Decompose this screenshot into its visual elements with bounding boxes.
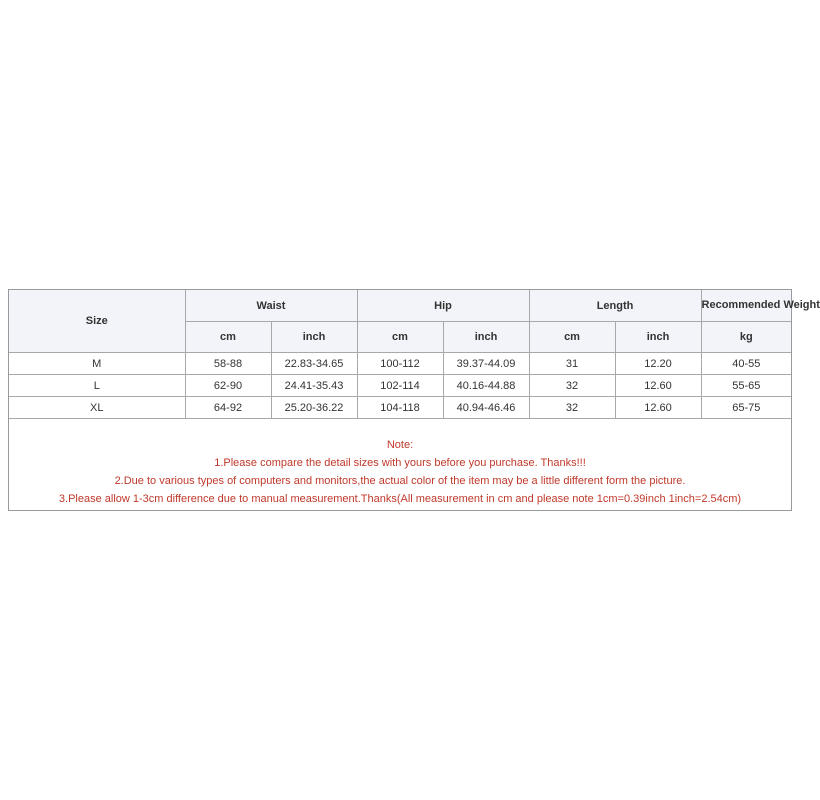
unit-header: kg [701, 322, 791, 353]
table-cell: 40-55 [701, 353, 791, 375]
unit-header: cm [185, 322, 271, 353]
table-cell: 58-88 [185, 353, 271, 375]
note-line-1: 1.Please compare the detail sizes with yours before you purchase. Thanks!!! [214, 457, 586, 469]
hip-header: Hip [357, 290, 529, 322]
table-cell: 31 [529, 353, 615, 375]
table-cell: 65-75 [701, 397, 791, 419]
size-cell: M [9, 353, 185, 375]
size-table [9, 290, 820, 419]
table-cell: 104-118 [357, 397, 443, 419]
table-row [9, 353, 791, 375]
unit-header: inch [615, 322, 701, 353]
header-row-groups [9, 290, 791, 322]
table-row [9, 397, 791, 419]
table-cell: 22.83-34.65 [271, 353, 357, 375]
unit-header: inch [271, 322, 357, 353]
table-cell: 40.16-44.88 [443, 375, 529, 397]
table-cell: 32 [529, 397, 615, 419]
size-cell: XL [9, 397, 185, 419]
weight-header: Recommended Weight [701, 290, 791, 322]
size-header: Size [9, 290, 185, 353]
table-cell: 12.60 [615, 397, 701, 419]
table-cell: 12.60 [615, 375, 701, 397]
size-cell: L [9, 375, 185, 397]
note-line-2: 2.Due to various types of computers and monitors,the actual color of the item may be a little different form the picture. [114, 475, 686, 487]
notes-title: Note: [386, 439, 414, 451]
notes-section [9, 436, 791, 508]
table-cell: 40.94-46.46 [443, 397, 529, 419]
note-line-3: 3.Please allow 1-3cm difference due to manual measurement.Thanks(All measurement in cm and please note 1cm=0.39inch 1inch=2.54cm) [58, 493, 742, 505]
table-cell: 39.37-44.09 [443, 353, 529, 375]
table-cell: 64-92 [185, 397, 271, 419]
table-cell: 32 [529, 375, 615, 397]
table-cell: 24.41-35.43 [271, 375, 357, 397]
table-cell: 102-114 [357, 375, 443, 397]
unit-header: cm [529, 322, 615, 353]
table-cell: 62-90 [185, 375, 271, 397]
waist-header: Waist [185, 290, 357, 322]
table-cell: 55-65 [701, 375, 791, 397]
table-cell: 12.20 [615, 353, 701, 375]
table-row [9, 375, 791, 397]
unit-header: inch [443, 322, 529, 353]
unit-header: cm [357, 322, 443, 353]
length-header: Length [529, 290, 701, 322]
size-chart [8, 289, 820, 511]
table-cell: 25.20-36.22 [271, 397, 357, 419]
table-cell: 100-112 [357, 353, 443, 375]
